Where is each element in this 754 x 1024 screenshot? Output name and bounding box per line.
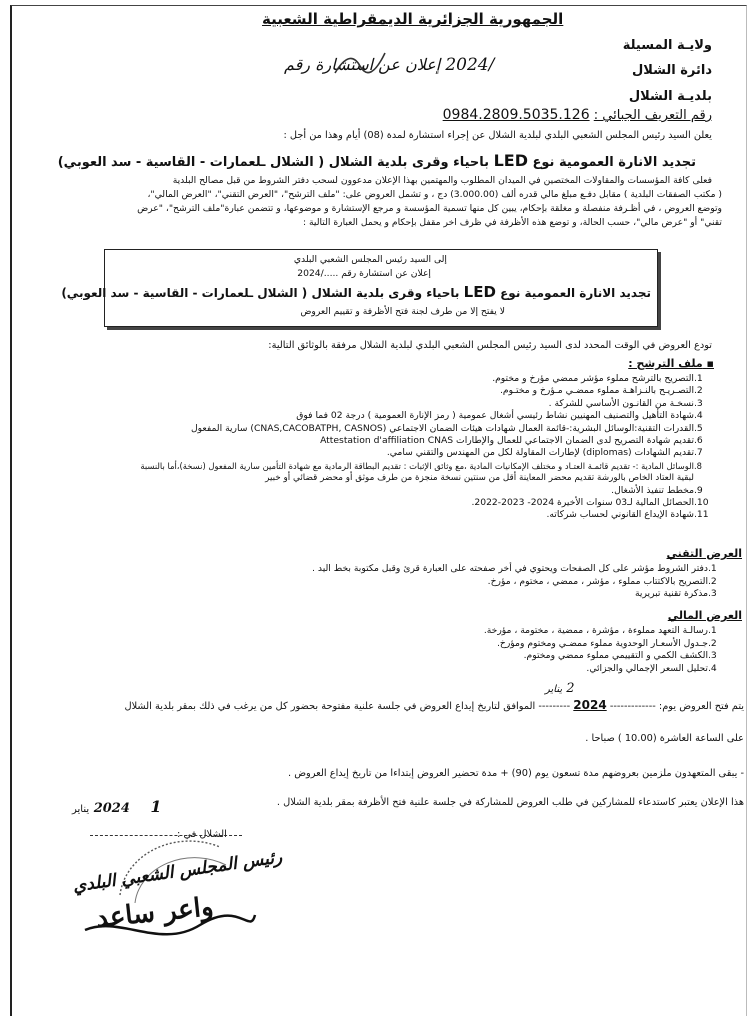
signature-date-month: يناير: [72, 804, 90, 815]
final-note: هذا الإعلان يعتبر كاستدعاء للمشاركين في طلب العروض للمشاركة في جلسة علنية فتح الأظرفة بمقر بلدية الشلال .: [276, 797, 744, 808]
list-item: 1. دفتر الشروط مؤشر على كل الصفحات ويحتوي في أخر صفحته على العبارة قرئ وقبل مكتوبة بخط اليد .: [312, 563, 717, 574]
envelope-title-part2: باحياء وقرى بلدية الشلال ( الشلال ـلعمارات - القاسية - سد العوبي): [61, 286, 460, 300]
list-item: 9. مخطط تنفيذ الأشغال.: [611, 484, 703, 496]
opening-year: 2024: [573, 698, 607, 712]
opening-dashes: ---------: [538, 701, 571, 712]
envelope-title-led: LED: [463, 283, 496, 301]
paragraph-line-2: ( مكتب الصفقات البلدية ) مقابل دفـع مبلغ مالي قدره ألف (3.000.00) دج ، و تشمل العروض على: "ملف الترشح"، "العرض التقني"، "العرض المالي"،: [147, 189, 722, 200]
list-item: 3. مذكرة تقنية تبريرية: [634, 588, 717, 599]
list-item: لبقية العتاد الخاص بالورشة تقديم محضر المعاينة أقل من سنتين نسخة منجزة من طرف موثق أو محضر قضائي أو خبير: [265, 473, 694, 484]
envelope-to: إلى السيد رئيس المجلس الشعبي البلدي: [293, 254, 447, 265]
signature-title: رئيس المجلس الشعبي البلدي: [71, 847, 284, 897]
list-item: 10. الحصائل المالية لـ03 سنوات الأخيرة 2024- 2023-2022.: [471, 497, 709, 509]
envelope-title-part1: تجديد الانارة العمومية نوع: [500, 286, 651, 300]
opening-time: على الساعة العاشرة (10.00 ) صباحا .: [585, 733, 744, 744]
wilaya-label: ولايـة المسيلة: [622, 38, 712, 53]
daira-label: دائرة الشلال: [631, 63, 712, 78]
envelope-title: [61, 283, 651, 301]
validity-note: - يبقى المتعهدون ملزمين بعروضهم مدة تسعون يوم (90) + مدة تحضير العروض إبتداءا من تاريخ إيداع العروض .: [287, 768, 744, 779]
paragraph-line-4: تقني" أو "عرض مالي"، حسب الحالة، و توضع هذه الأظرفة في ظرف اخر مقفل بإحكام و يحمل العبارة التالية :: [302, 217, 722, 228]
opening-day: 2: [566, 681, 575, 696]
project-title: [58, 151, 696, 170]
list-item: 4. شهادة التأهيل والتصنيف المهنيين نشاط رئيسي أشغال عمومية ( رمز الإنارة العمومية ) درجة 02 فما فوق: [296, 410, 703, 422]
announcement-label: إعلان عن استشارة رقم: [284, 55, 441, 74]
announcement-number: 2024/: [445, 55, 495, 75]
list-item: 3. نسخـة من القانـون الأساسي للشركة .: [548, 397, 703, 409]
list-item: 2. التصـريـح بالنـزاهـة مملوء ممضـي مـؤرخ و مختـوم.: [500, 385, 703, 397]
financial-list: [28, 625, 728, 675]
deposit-intro: تودع العروض في الوقت المحدد لدى السيد رئيس المجلس الشعبي البلدي لبلدية الشلال مرفقة بالوثائق التالية:: [268, 340, 712, 351]
list-item: 2. جـدول الأسعـار الوحدوية مملوء ممضـي ومختوم ومؤرخ.: [497, 637, 717, 649]
project-title-part1: تجديد الانارة العمومية نوع: [532, 155, 696, 170]
opening-part2: الموافق لتاريخ إيداع العروض في جلسة علنية مفتوحة بحضور كل من يرغب في ذلك بمقر بلدية الشلال: [124, 701, 536, 712]
opening-month: يناير: [545, 684, 563, 695]
commune-label: بلديـة الشلال: [628, 89, 712, 104]
envelope-label-box: [61, 249, 658, 327]
signature-scribble: [80, 905, 260, 955]
tax-id-label: رقم التعريف الجبائي :: [593, 108, 712, 123]
list-item: 4. تحليل السعر الإجمالي والجزائي.: [586, 662, 717, 674]
opening-part1: يتم فتح العروض يوم:: [658, 701, 744, 712]
list-item: 8. الوسائل المادية :- تقديم قائمـة العتـاد و مختلف الإمكانيات المادية ،مع وثائق الإثبات : تقديم البطاقة الرمادية مع شهادة التأمين سارية المفعول (نسخة)،أما بالنسبة: [140, 460, 703, 471]
financial-title: العرض المالي: [667, 609, 742, 622]
signature-place: الشلال في :: [177, 829, 227, 840]
envelope-ref: إعلان عن استشارة رقم ...../2024: [297, 268, 431, 279]
tax-id-row: [443, 107, 712, 123]
list-item: 1. رسالـة التعهد مملوءة ، مؤشرة ، ممضية ، مختومة ، مؤرخة.: [483, 625, 717, 636]
list-item: 2. التصريح بالاكتتاب مملوء ، مؤشر ، ممضي ، مختوم ، مؤرخ.: [487, 575, 717, 587]
technical-list: [28, 563, 728, 601]
candidacy-title: [628, 357, 714, 370]
tax-id-number: 0984.2809.5035.126: [442, 107, 590, 123]
signed-name: واعر ساعد: [94, 891, 215, 935]
paragraph-line-1: فعلى كافة المؤسسات والمقاولات المختصين في الميدان المطلوب والمهتمين بهذا الإعلان مدعوون لسحب دفتر الشروط من قبل مصالح البلدية: [172, 175, 712, 186]
list-item: 3. الكشف الكمي و التقييمي مملوء ممضي ومختوم.: [523, 650, 717, 661]
list-item: 7. تقديم الشهادات (diplomas) لإطارات المقاولة لكل من المهندس والتقني سامي.: [386, 447, 703, 459]
signature-date-day: 1: [150, 797, 162, 816]
list-item: 6. تقديم شهادة التصريح لدى الضمان الاجتماعي للعمال والإطارات Attestation d'affiliation CNAS: [320, 435, 703, 447]
list-item: 1. التصريح بالترشح مملوء مؤشر ممضي مؤرخ و مختوم.: [492, 373, 703, 384]
technical-title: العرض التقني: [666, 547, 742, 560]
bullet-icon: ▪: [706, 357, 714, 370]
candidacy-list: [14, 373, 714, 522]
list-item: 11. شهادة الإيداع القانوني لحساب شركاته.: [546, 509, 709, 521]
country-title: الجمهورية الجزائرية الديمقراطية الشعبية: [262, 10, 564, 28]
envelope-note: لا يفتح إلا من طرف لجنة فتح الأظرفة و تقييم العروض: [300, 306, 505, 317]
paragraph-line-3: وتوضع العروض ، في أظـرفة منفصلة و مغلقة بإحكام، يبين كل منها تسمية المؤسسة و مرجع الإستشارة و موضوعها، و تتضمن عبارة"ملف الترشح"، "عرض: [137, 203, 722, 214]
announcement-stamp-scribble: [330, 48, 390, 78]
signature-date-year: 2024: [93, 801, 130, 816]
opening-line: [124, 699, 744, 713]
opening-dashes: -------------: [609, 701, 656, 712]
opening-handwritten-date: [545, 681, 575, 696]
list-item: 5. القدرات التقنية:الوسائل البشرية:-قائمة العمال شهادات هيئات الضمان الاجتماعي (CNAS,CACOBATPH, CASNOS) سارية المفعول: [190, 422, 703, 434]
intro-text: يعلن السيد رئيس المجلس الشعبي البلدي لبلدية الشلال عن إجراء استشارة لمدة (08) أيام وهذا من أجل :: [283, 130, 712, 141]
candidacy-title-label: ملف الترشح :: [628, 357, 703, 370]
signature-date: [72, 797, 162, 816]
project-title-led: LED: [493, 151, 528, 170]
project-title-part2: باحياء وقرى بلدية الشلال ( الشلال ـلعمارات - القاسية - سد العوبي): [57, 155, 490, 170]
